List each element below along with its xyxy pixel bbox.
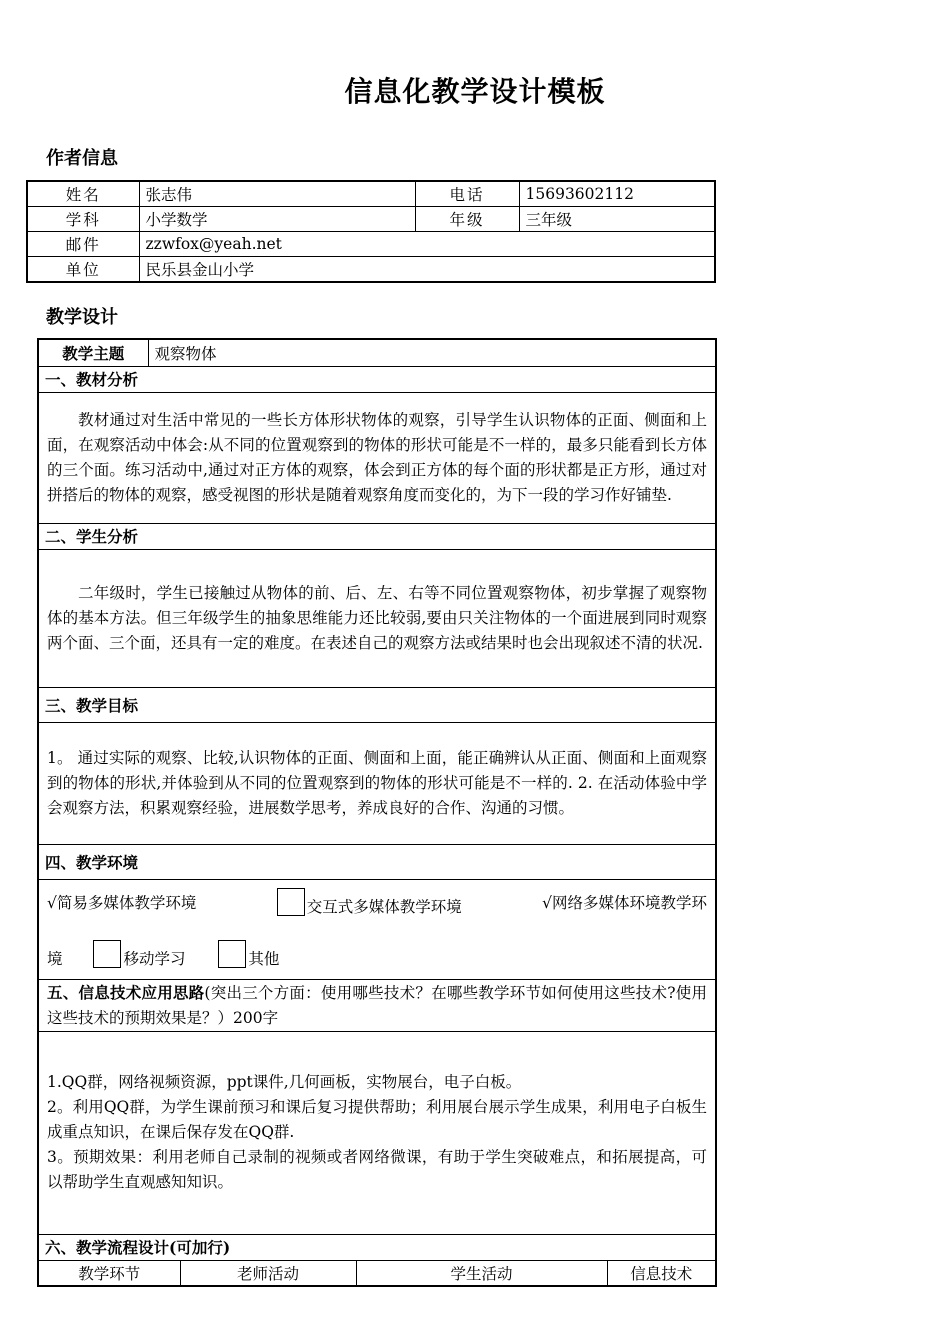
table-row: [27, 207, 715, 232]
section-heading-objectives: 三、教学目标: [38, 687, 716, 722]
it-line-3: 3。预期效果：利用老师自己录制的视频或者网络微课，有助于学生突破难点，和拓展提高，可以帮助学生直观感知知识。: [47, 1147, 708, 1191]
name-value: 张志伟: [139, 181, 415, 207]
subject-label: 学科: [27, 207, 139, 232]
section-heading-students: 二、学生分析: [38, 523, 716, 549]
student-analysis-text: 二年级时，学生已接触过从物体的前、后、左、右等不同位置观察物体，初步掌握了观察物体的基本方法。但三年级学生的抽象思维能力还比较弱,要由只关注物体的一个面进展到同时观察两个面、三个面，还具有一定的难度。在表述自己的观察方法或结果时也会出现叙述不清的状况.: [38, 549, 716, 687]
table-row: [38, 844, 716, 879]
phone-value: 15693602112: [519, 181, 715, 207]
table-row: [38, 339, 716, 366]
table-row: [38, 392, 716, 523]
teaching-design-heading: 教学设计: [46, 307, 118, 328]
page-title: 信息化教学设计模板: [344, 75, 606, 108]
grade-value: 三年级: [519, 207, 715, 232]
environment-options: [38, 879, 716, 979]
env-option-other: 其他: [248, 950, 280, 968]
grade-label: 年级: [415, 207, 519, 232]
table-row: [38, 722, 716, 844]
email-value: zzwfox@yeah.net: [139, 232, 715, 257]
table-row: [38, 1031, 716, 1234]
author-info-heading: 作者信息: [46, 148, 118, 169]
it-application-text: [38, 1031, 716, 1234]
flow-col-stage: 教学环节: [38, 1260, 180, 1286]
name-label: 姓名: [27, 181, 139, 207]
checkbox-mobile[interactable]: [93, 940, 121, 968]
section-heading-it: [38, 979, 716, 1031]
table-row: [38, 1234, 716, 1260]
section-heading-material: 一、教材分析: [38, 366, 716, 392]
table-row: [38, 366, 716, 392]
table-row: [27, 257, 715, 283]
checkbox-other[interactable]: [218, 940, 246, 968]
flow-col-it: 信息技术: [607, 1260, 716, 1286]
env-option-mobile: 移动学习: [123, 950, 186, 968]
env-option-network: √网络多媒体环境教学环: [542, 894, 708, 912]
material-analysis-text: 教材通过对生活中常见的一些长方体形状物体的观察，引导学生认识物体的正面、侧面和上面，在观察活动中体会:从不同的位置观察到的物体的形状可能是不一样的，最多只能看到长方体的三个面。练习活动中,通过对正方体的观察，体会到正方体的每个面的形状都是正方形，通过对拼搭后的物体的观察，感受视图的形状是随着观察角度而变化的，为下一段的学习作好铺垫.: [38, 392, 716, 523]
email-label: 邮件: [27, 232, 139, 257]
objectives-text: 1。 通过实际的观察、比较,认识物体的正面、侧面和上面，能正确辨认从正面、侧面和上面观察到的物体的形状,并体验到从不同的位置观察到的物体的形状可能是不一样的. 2. 在活动体验中学会观察方法，积累观察经验，进展数学思考，养成良好的合作、沟通的习惯。: [38, 722, 716, 844]
table-row: [38, 979, 716, 1031]
it-line-1: 1.QQ群，网络视频资源，ppt课件,几何画板，实物展台，电子白板。: [47, 1072, 522, 1091]
checkbox-interactive[interactable]: [277, 888, 305, 916]
env-option-interactive: 交互式多媒体教学环境: [306, 898, 462, 916]
phone-label: 电话: [415, 181, 519, 207]
topic-label: 教学主题: [38, 339, 148, 366]
teaching-design-table: [37, 338, 717, 1287]
table-row: [38, 523, 716, 549]
flow-col-teacher: 老师活动: [180, 1260, 356, 1286]
it-heading-title: 五、信息技术应用思路: [47, 982, 205, 1002]
subject-value: 小学数学: [139, 207, 415, 232]
table-row: [38, 1260, 716, 1286]
table-row: [27, 181, 715, 207]
env-option-network-cont: 境: [47, 950, 63, 968]
table-row: [38, 687, 716, 722]
section-heading-environment: 四、教学环境: [38, 844, 716, 879]
it-heading-note: (突出三个方面：使用哪些技术？在哪些教学环节如何使用这些技术?使用这些技术的预期效果是？）200字: [47, 983, 707, 1027]
unit-label: 单位: [27, 257, 139, 283]
flow-col-student: 学生活动: [356, 1260, 607, 1286]
table-row: [27, 232, 715, 257]
table-row: [38, 879, 716, 979]
table-row: [38, 549, 716, 687]
topic-value: 观察物体: [148, 339, 716, 366]
section-heading-flow: 六、教学流程设计(可加行): [38, 1234, 716, 1260]
author-info-table: [26, 180, 716, 283]
env-option-simple: √简易多媒体教学环境: [47, 894, 197, 912]
unit-value: 民乐县金山小学: [139, 257, 715, 283]
it-line-2: 2。利用QQ群，为学生课前预习和课后复习提供帮助；利用展台展示学生成果，利用电子白板生成重点知识，在课后保存发在QQ群.: [47, 1097, 708, 1141]
